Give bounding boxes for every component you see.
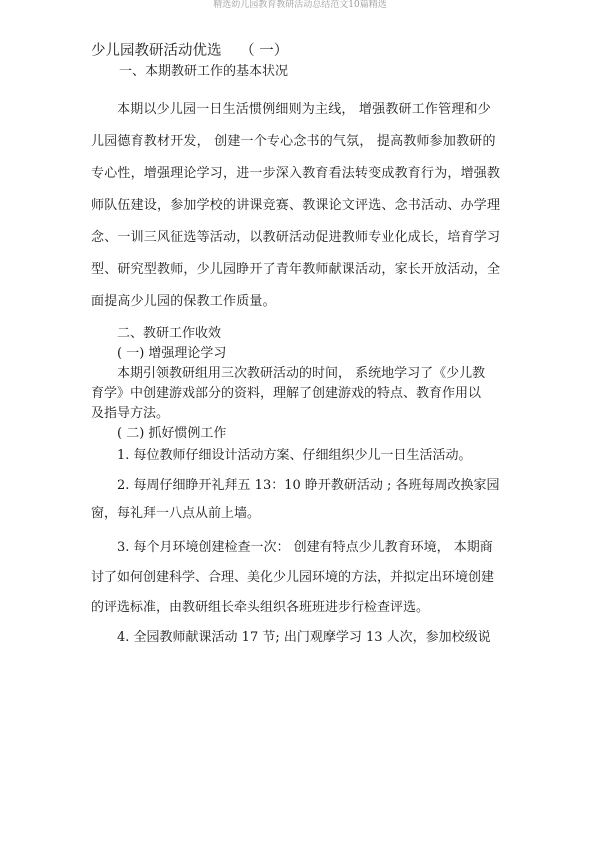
paragraph-1-line-2: 儿园德育教材开发， 创建一个专心念书的气氛， 提高教师参加教研的 [91,134,496,149]
paragraph-1-line-6: 型、研究型教师，少儿园睁开了青年教师献课活动，家长开放活动，全 [91,262,501,277]
document-title-suffix: （ 一） [240,43,289,59]
document-title-text: 少儿园教研活动优选 [91,43,222,59]
list-item-3-line-1: 3. 每个月环境创建检查一次： 创建有特点少儿教育环境， 本期商 [117,540,493,555]
paragraph-1-line-5: 念、一训三风征选等活动，以教研活动促进教师专业化成长，培育学习 [91,230,501,245]
list-item-3-line-3: 的评选标准，由教研组长牵头组织各班班进步行检查评选。 [91,600,430,615]
section-heading-2: 二、教研工作收效 [117,326,222,341]
list-item-2-line-2: 窗，每礼拜一八点从前上墙。 [91,506,261,521]
list-item-4-line-1: 4. 全园教师献课活动 17 节; 出门观摩学习 13 人次，参加校级说 [117,630,491,645]
list-item-2-line-1: 2. 每周仔细睁开礼拜五 13：10 睁开教研活动 ; 各班每周改换家园 [117,478,500,493]
paragraph-1-line-3: 专心性，增强理论学习，进一步深入教育看法转变成教育行为，增强教 [91,166,501,181]
list-item-3-line-2: 讨了如何创建科学、合理、美化少儿园环境的方法，并拟定出环境创建 [91,570,495,585]
list-item-1: 1. 每位教师仔细设计活动方案、仔细组织少儿一日生活活动。 [117,448,472,463]
paragraph-2-line-1: 本期引领教研组用三次教研活动的时间， 系统地学习了《少儿教 [117,366,486,381]
subsection-heading-2: ( 二) 抓好惯例工作 [117,426,227,441]
paragraph-1-line-1: 本期以少儿园一日生活惯例细则为主线， 增强教研工作管理和少 [117,102,491,117]
paragraph-2-line-3: 及指导方法。 [91,406,170,421]
paragraph-1-line-7: 面提高少儿园的保教工作质量。 [91,294,276,309]
section-heading-1: 一、本期教研工作的基本状况 [119,64,289,79]
document-title [91,44,288,59]
subsection-heading-1: ( 一) 增强理论学习 [117,346,227,361]
paragraph-1-line-4: 师队伍建设，参加学校的讲课竞赛、教课论文评选、念书活动、办学理 [91,198,501,213]
paragraph-2-line-2: 育学》中创建游戏部分的资料，理解了创建游戏的特点、教育作用以 [91,386,482,401]
page-header: 精选幼儿园教育教研活动总结范文10篇精选 [213,0,387,10]
